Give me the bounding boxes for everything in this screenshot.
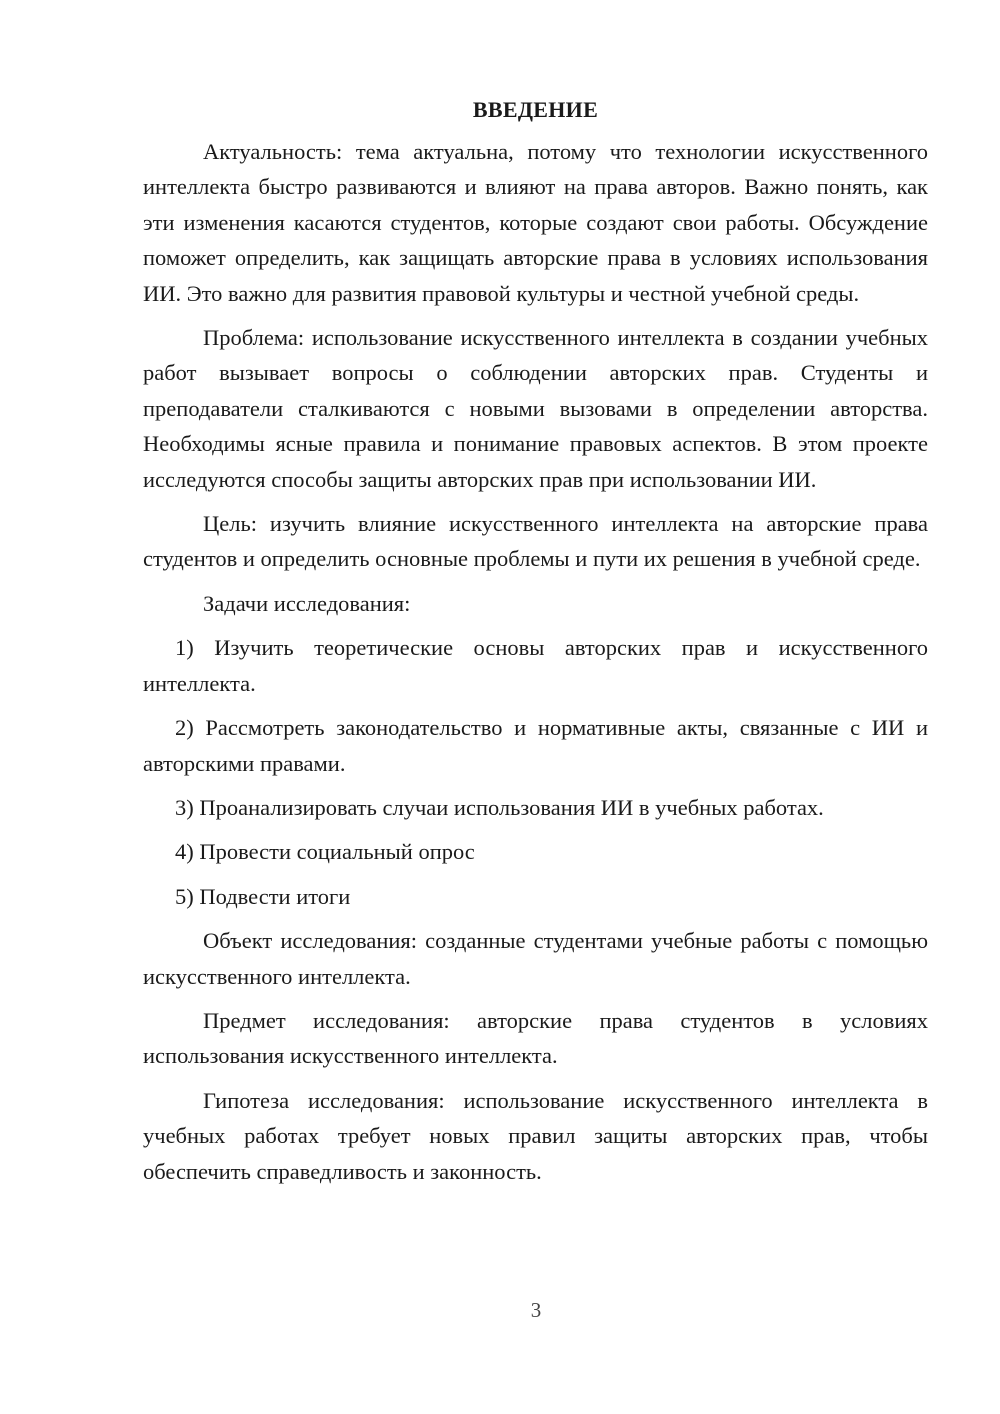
task-item-5: 5) Подвести итоги bbox=[175, 883, 351, 909]
task-item-4: 4) Провести социальный опрос bbox=[175, 839, 475, 865]
paragraph-subject: Предмет исследования: авторские права студентов в условиях использования искусственного интеллекта. bbox=[143, 1007, 928, 1069]
paragraph-relevance: Актуальность: тема актуальна, потому что технологии искусственного интеллекта быстро развиваются и влияют на права авторов. Важно понять, как эти изменения касаются студентов, которые создают свои работы. Обсуждение поможет определить, как защищать авторские права в условиях использования ИИ. Это важно для развития правовой культуры и честной учебной среды. bbox=[143, 139, 928, 306]
task-item-1: 1) Изучить теоретические основы авторских прав и искусственного интеллекта. bbox=[143, 635, 928, 696]
section-title: ВВЕДЕНИЕ bbox=[472, 97, 599, 122]
page-number: 3 bbox=[530, 1298, 542, 1322]
task-item-3: 3) Проанализировать случаи использования ИИ в учебных работах. bbox=[175, 794, 824, 820]
task-item-2: 2) Рассмотреть законодательство и нормативные акты, связанные с ИИ и авторскими правами. bbox=[143, 715, 928, 776]
paragraph-object: Объект исследования: созданные студентами учебные работы с помощью искусственного интеллекта. bbox=[143, 928, 928, 989]
paragraph-goal: Цель: изучить влияние искусственного интеллекта на авторские права студентов и определить основные проблемы и пути их решения в учебной среде. bbox=[143, 511, 928, 572]
paragraph-hypothesis: Гипотеза исследования: использование искусственного интеллекта в учебных работах требует новых правил защиты авторских прав, чтобы обеспечить справедливость и законность. bbox=[143, 1087, 928, 1184]
tasks-heading: Задачи исследования: bbox=[203, 590, 411, 616]
document-page bbox=[143, 90, 928, 1198]
paragraph-problem: Проблема: использование искусственного интеллекта в создании учебных работ вызывает вопросы о соблюдении авторских прав. Студенты и преподаватели сталкиваются с новыми вызовами в определении авторства. Необходимы ясные правила и понимание правовых аспектов. В этом проекте исследуются способы защиты авторских прав при использовании ИИ. bbox=[143, 325, 928, 492]
